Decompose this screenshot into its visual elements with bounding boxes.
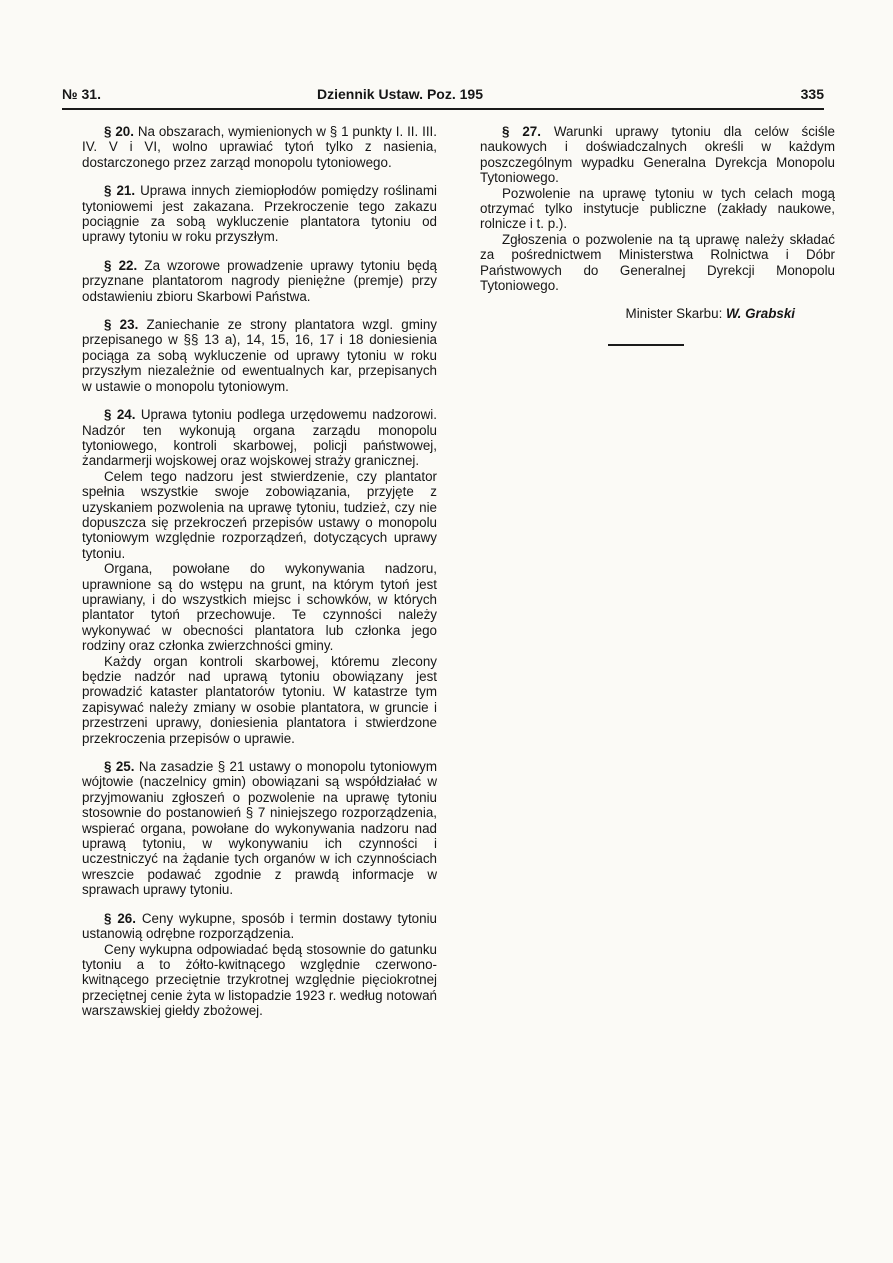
page-header	[62, 86, 824, 108]
section-number: § 25.	[104, 759, 135, 775]
section-24	[82, 407, 437, 746]
paragraph	[82, 317, 437, 394]
right-column	[480, 124, 835, 346]
header-rule	[62, 108, 824, 110]
section-number: § 20.	[104, 124, 134, 139]
section-number: § 27.	[502, 124, 541, 139]
paragraph: Ceny wykupna odpowiadać będą stosownie do gatunku tytoniu a to żółto-kwitnącego względnie czerwono-kwitnącego przeciętnie trzykrotnej względnie pięciokrotnej przeciętnej cenie żyta w listopadzie 1923 r. według notowań warszawskiej giełdy zbożowej.	[82, 941, 437, 1019]
section-22	[82, 258, 437, 304]
section-number: § 26.	[104, 910, 136, 926]
paragraph	[82, 407, 437, 469]
closing-rule	[608, 344, 684, 346]
paragraph: Organa, powołane do wykonywania nadzoru, uprawnione są do wstępu na grunt, na którym tytoń jest uprawiany, i do wszystkich miejsc i schowków, w których plantator tytoń przechowuje. Te czynności należy wykonywać w obecności plantatora lub członka jego rodziny oraz członka zwierzchności gminy.	[82, 561, 437, 654]
paragraph	[82, 759, 437, 898]
issue-number: № 31.	[62, 86, 101, 102]
section-25	[82, 759, 437, 898]
journal-title: Dziennik Ustaw. Poz. 195	[317, 86, 483, 102]
section-21	[82, 183, 437, 245]
paragraph-text: Uprawa innych ziemiopłodów pomiędzy roślinami tytoniowemi jest zakazana. Przekroczenie tego zakazu pociągnie za sobą wykluczenie plantatora tytoniu od uprawy tytoniu w roku przyszłym.	[82, 183, 437, 245]
paragraph	[82, 124, 437, 170]
section-number: § 24.	[104, 407, 136, 423]
paragraph	[480, 124, 835, 186]
paragraph	[82, 911, 437, 942]
section-26	[82, 911, 437, 1019]
paragraph: Każdy organ kontroli skarbowej, któremu zlecony będzie nadzór nad uprawą tytoniu obowiązany jest prowadzić kataster plantatorów tytoniu. W katastrze tym zapisywać należy zmiany w osobie plantatora, w gruncie i przestrzeni uprawy, doniesienia plantatora i stwierdzone przekroczenia przepisów o uprawie.	[82, 653, 437, 746]
paragraph-text: Na obszarach, wymienionych w § 1 punkty I. II. III. IV. V i VI, wolno uprawiać tytoń tylko z nasienia, dostarczonego przez zarząd monopolu tytoniowego.	[82, 124, 437, 170]
paragraph-text: Na zasadzie § 21 ustawy o monopolu tytoniowym wójtowie (naczelnicy gmin) obowiązani są współdziałać w przyjmowaniu zgłoszeń o pozwolenie na uprawę tytoniu stosownie do postanowień § 7 niniejszego rozporządzenia, wspierać organa, powołane do wykonywania nadzoru nad uprawą tytoniu, w wykonywaniu ich czynności i uczestniczyć na żądanie tych organów w ich czynnościach wreszcie podawać zgodnie z prawdą informacje w sprawach uprawy tytoniu.	[82, 759, 437, 898]
section-number: § 22.	[104, 257, 138, 273]
paragraph: Pozwolenie na uprawę tytoniu w tych celach mogą otrzymać tylko instytucje publiczne (zakłady naukowe, rolnicze i t. p.).	[480, 185, 835, 232]
signature	[480, 306, 835, 321]
paragraph	[82, 258, 437, 304]
section-23	[82, 317, 437, 394]
section-number: § 21.	[104, 183, 136, 199]
paragraph: Celem tego nadzoru jest stwierdzenie, czy plantator spełnia wszystkie swoje zobowiązania, przyjęte z uzyskaniem pozwolenia na uprawę tytoniu, tudzież, czy nie dopuszcza się przekroczeń przepisów ustawy o monopolu tytoniowym względnie rozporządzeń, dotyczących uprawy tytoniu.	[82, 468, 437, 561]
left-column	[82, 124, 437, 1032]
section-27	[480, 124, 835, 293]
section-number: § 23.	[104, 317, 139, 333]
paragraph-text: Zaniechanie ze strony plantatora wzgl. gminy przepisanego w §§ 13 a), 14, 15, 16, 17 i 18 doniesienia pociąga za sobą wykluczenie od uprawy tytoniu w roku przyszłym niezależnie od ewentualnych kar, przepisanych w ustawie o monopolu tytoniowym.	[82, 317, 437, 394]
signature-name: W. Grabski	[726, 306, 795, 322]
page-number: 335	[800, 86, 824, 102]
paragraph: Zgłoszenia o pozwolenie na tą uprawę należy składać za pośrednictwem Ministerstwa Rolnictwa i Dóbr Państwowych do Generalnej Dyrekcji Monopolu Tytoniowego.	[480, 231, 835, 294]
paragraph-text: Warunki uprawy tytoniu dla celów ściśle naukowych i doświadczalnych określi w każdym poszczególnym wypadku Generalna Dyrekcja Monopolu Tytoniowego.	[480, 124, 835, 186]
paragraph-text: Uprawa tytoniu podlega urzędowemu nadzorowi. Nadzór ten wykonują organa zarządu monopolu tytoniowego, kontroli skarbowej, policji państwowej, żandarmerji wojskowej oraz wojskowej straży granicznej.	[82, 407, 437, 469]
paragraph-text: Za wzorowe prowadzenie uprawy tytoniu będą przyznane plantatorom nagrody pieniężne (premje) przy odstawieniu zbioru Skarbowi Państwa.	[82, 257, 437, 304]
paragraph-text: Ceny wykupne, sposób i termin dostawy tytoniu ustanowią odrębne rozporządzenia.	[82, 910, 437, 942]
section-20	[82, 124, 437, 170]
signature-title: Minister Skarbu:	[625, 306, 723, 322]
paragraph	[82, 183, 437, 245]
